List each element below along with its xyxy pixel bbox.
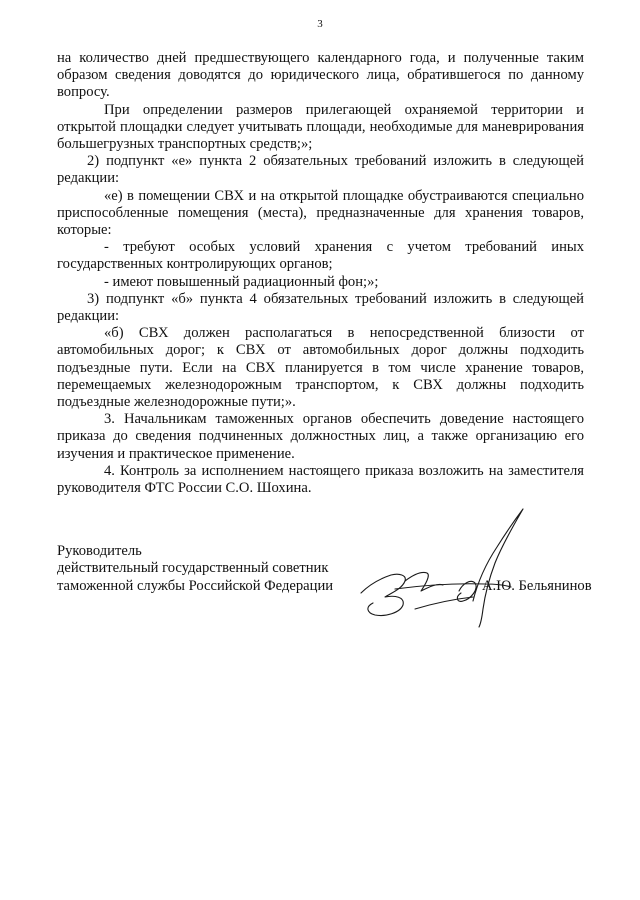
paragraph-continuation: на количество дней предшествующего календарного года, и полученные таким образом сведения доводятся до юридического лица, обратившегося по данному вопросу. — [57, 50, 584, 101]
paragraph-dash-requirements: - требуют особых условий хранения с учетом требований иных государственных контролирующих органов; — [57, 239, 584, 273]
handwritten-signature — [355, 505, 545, 630]
signatory-title-line: таможенной службы Российской Федерации — [57, 577, 334, 594]
paragraph-territory-note: При определении размеров прилегающей охраняемой территории и открытой площадки следует учитывать площади, необходимые для маневрирования большегрузных транспортных средств;»; — [57, 101, 584, 153]
paragraph-item-2: 2) подпункт «е» пункта 2 обязательных требований изложить в следующей редакции: — [57, 153, 584, 187]
paragraph-quote-b: «б) СВХ должен располагаться в непосредственной близости от автомобильных дорог; к СВХ от автомобильных дорог должны подходить подъездные пути. Если на СВХ планируется в том числе хранение товаров, перемещаемых железнодорожным транспортом, к СВХ должны подходить подъездные железнодорожные пути;». — [57, 325, 584, 411]
document-body — [57, 50, 584, 497]
paragraph-quote-e: «е) в помещении СВХ и на открытой площадке обустраиваются специально приспособленные помещения (места), предназначенные для хранения товаров, которые: — [57, 187, 584, 239]
signatory-title-line: Руководитель — [57, 543, 142, 559]
paragraph-item-3: 3) подпункт «б» пункта 4 обязательных требований изложить в следующей редакции: — [57, 290, 584, 325]
paragraph-dash-radiation: - имеют повышенный радиационный фон;»; — [104, 273, 379, 290]
signatory-name: А.Ю. Бельянинов — [482, 577, 592, 594]
page-number: 3 — [317, 18, 323, 30]
signatory-title-line: действительный государственный советник — [57, 560, 329, 577]
paragraph-point-3: 3. Начальникам таможенных органов обеспечить доведение настоящего приказа до сведения подчиненных должностных лиц, а также организацию его изучения и практическое применение. — [57, 411, 584, 462]
paragraph-point-4: 4. Контроль за исполнением настоящего приказа возложить на заместителя руководителя ФТС России С.О. Шохина. — [57, 462, 584, 497]
